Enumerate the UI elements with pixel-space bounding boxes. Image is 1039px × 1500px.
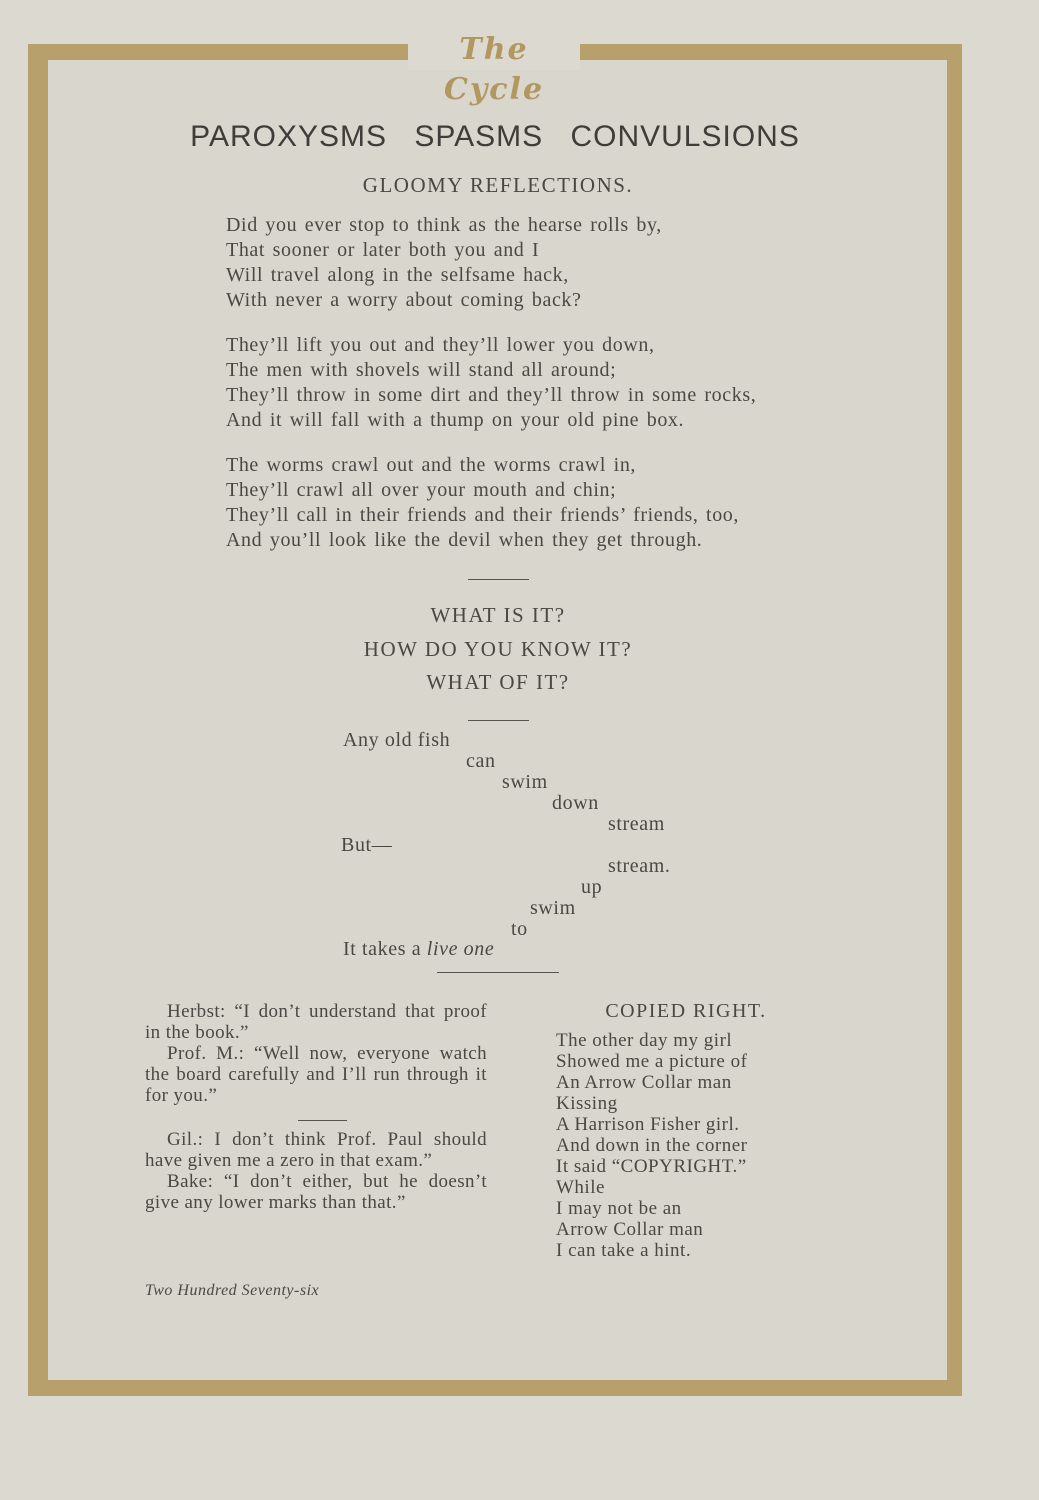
dialogue-gil: Gil.: I don’t think Prof. Paul should have given me a zero in that exam.” — [145, 1129, 487, 1171]
fish-line-end — [343, 938, 494, 961]
gloomy-reflections-poem — [226, 213, 756, 573]
poem-line: I may not be an — [556, 1198, 682, 1219]
poem-line: And down in the corner — [556, 1135, 748, 1156]
section-divider — [468, 720, 529, 721]
dialogue-bake: Bake: “I don’t either, but he doesn’t give any lower marks than that.” — [145, 1171, 487, 1213]
fish-word-to: to — [511, 918, 528, 940]
page-folio: Two Hundred Seventy-six — [145, 1282, 320, 1299]
main-title: PAROXYSMS SPASMS CONVULSIONS — [190, 120, 800, 153]
fish-word-swim: swim — [502, 771, 548, 793]
poem-line: Showed me a picture of — [556, 1051, 748, 1072]
poem-line: Kissing — [556, 1093, 618, 1114]
dialogue-block-2 — [145, 1129, 487, 1213]
section-divider — [468, 579, 529, 580]
poem-line: That sooner or later both you and I — [226, 239, 540, 261]
dialogue-block-1 — [145, 1001, 487, 1106]
poem-line: Arrow Collar man — [556, 1219, 704, 1240]
stanza-3 — [226, 453, 756, 553]
poem-line: It said “COPYRIGHT.” — [556, 1156, 747, 1177]
fish-takes: It takes a — [343, 938, 422, 960]
gloomy-reflections-title: GLOOMY REFLECTIONS. — [362, 173, 634, 197]
section-divider — [437, 972, 559, 973]
poem-line: They’ll call in their friends and their friends’ friends, too, — [226, 504, 740, 526]
poem-line: They’ll crawl all over your mouth and chin; — [226, 479, 617, 501]
fish-word-swim-2: swim — [530, 897, 576, 919]
poem-line: And it will fall with a thump on your old pine box. — [226, 409, 685, 431]
fish-line-start: Any old fish — [343, 729, 451, 751]
stanza-1 — [226, 213, 756, 313]
poem-line: Did you ever stop to think as the hearse rolls by, — [226, 214, 662, 236]
poem-line: I can take a hint. — [556, 1240, 692, 1261]
dialogue-herbst: Herbst: “I don’t understand that proof in the book.” — [145, 1001, 487, 1043]
fish-word-up: up — [581, 876, 603, 898]
question-1: WHAT IS IT? — [430, 603, 566, 627]
fish-word-but: But— — [341, 834, 393, 856]
dialogue-divider — [298, 1120, 347, 1121]
fish-word-stream-2: stream. — [608, 855, 671, 877]
poem-line: They’ll lift you out and they’ll lower you down, — [226, 334, 655, 356]
fish-word-can: can — [466, 750, 496, 772]
poem-line: And you’ll look like the devil when they get through. — [226, 529, 703, 551]
copied-right-title: COPIED RIGHT. — [605, 1000, 767, 1022]
fish-live-one: live one — [426, 938, 495, 960]
running-head: The Cycle — [408, 30, 580, 70]
poem-line: With never a worry about coming back? — [226, 289, 582, 311]
dialogue-prof-m: Prof. M.: “Well now, everyone watch the board carefully and I’ll run through it for you.” — [145, 1043, 487, 1106]
poem-line: The men with shovels will stand all around; — [226, 359, 617, 381]
fish-word-down: down — [552, 792, 599, 814]
poem-line: An Arrow Collar man — [556, 1072, 732, 1093]
poem-line: They’ll throw in some dirt and they’ll throw in some rocks, — [226, 384, 757, 406]
fish-word-stream: stream — [608, 813, 665, 835]
poem-line: The worms crawl out and the worms crawl in, — [226, 454, 637, 476]
poem-line: The other day my girl — [556, 1030, 733, 1051]
question-3: WHAT OF IT? — [426, 670, 570, 694]
poem-line: While — [556, 1177, 605, 1198]
poem-line: Will travel along in the selfsame hack, — [226, 264, 569, 286]
question-2: HOW DO YOU KNOW IT? — [363, 637, 633, 661]
poem-line: A Harrison Fisher girl. — [556, 1114, 740, 1135]
copied-right-poem — [556, 1030, 747, 1261]
stanza-2 — [226, 333, 756, 433]
